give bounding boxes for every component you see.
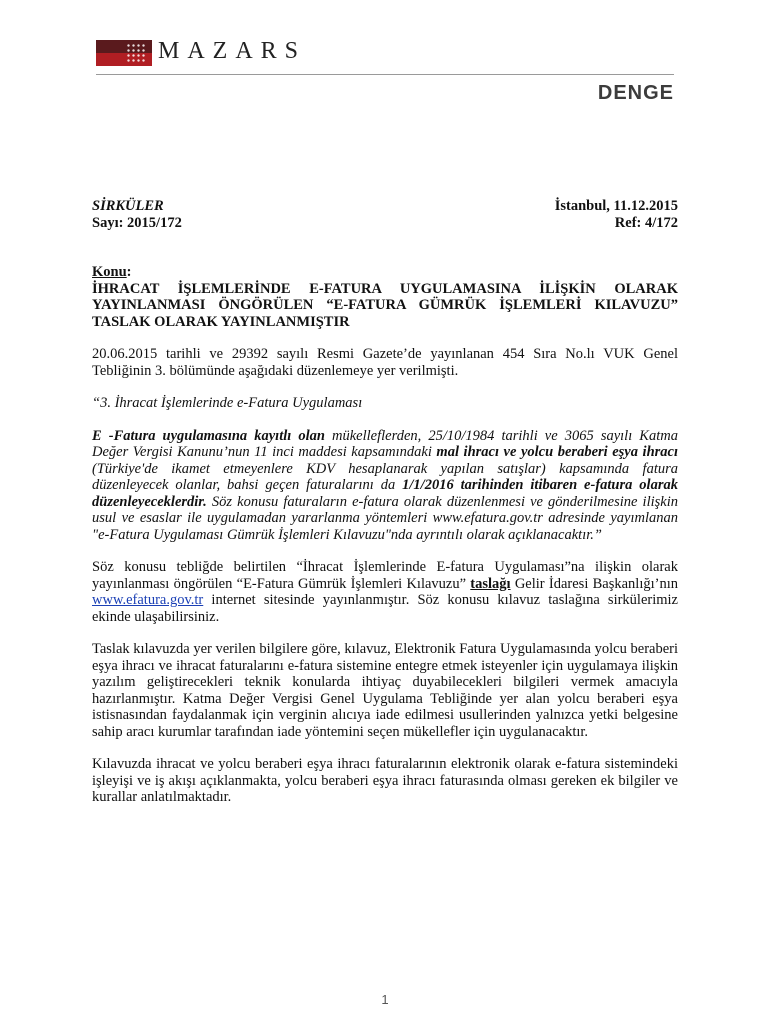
p2-text-1: Söz konusu tebliğde belirtilen “İhracat İşlemlerinde E-fatura Uygulaması”na ilişkin olarak yayınlanması öngörülen “E-Fatura Gümrük İşlemleri Kılavuzu” (92, 559, 678, 592)
quote-body (92, 428, 678, 544)
paragraph-intro: 20.06.2015 tarihli ve 29392 sayılı Resmi Gazete’de yayınlanan 454 Sıra No.lı VUK Genel Tebliğinin 3. bölümünde aşağıdaki düzenlemeye yer verilmişti. (92, 346, 678, 379)
document-body (92, 264, 678, 822)
p2-text-2: Gelir İdaresi Başkanlığı’nın (510, 575, 678, 592)
quote-text-1: mükelleflerden, 25/10/1984 tarihli ve 3065 sayılı Katma Değer Vergisi Kanunu’nun 11 inci maddesi kapsamındaki (92, 427, 678, 460)
quote-bold-3: 1/1/2016 tarihinden itibaren e-fatura olarak düzenleyeceklerdir. (92, 477, 678, 510)
mazars-logo-mark (96, 40, 152, 66)
p2-text-3: internet sitesinde yayınlanmıştır. Söz konusu kılavuz taslağına sirkülerimiz ekinde ulaşabilirsiniz. (92, 592, 678, 625)
quote-text-3: Söz konusu faturaların e-fatura olarak düzenlenmesi ve gönderilmesine ilişkin usul ve esaslar ile uygulamadan yararlanma yöntemleri www.efatura.gov.tr adresinde yayımlanan "e-Fatura Uygulaması Gümrük İşlemleri Kılavuzu"nda ayrıntılı olarak açıklanacaktır.” (92, 493, 678, 543)
quote-text-2: (Türkiye'de ikamet etmeyenlere KDV hesaplanarak yapılan satışlar) kapsamında fatura düzenleyecek olanlar, bahsi geçen faturalarını da (92, 460, 678, 493)
circular-number: Sayı: 2015/172 (92, 215, 182, 231)
subject-title: İHRACAT İŞLEMLERİNDE E-FATURA UYGULAMASINA İLİŞKİN OLARAK YAYINLANMASI ÖNGÖRÜLEN “E-FATURA GÜMRÜK İŞLEMLERİ KILAVUZU” TASLAK OLARAK YAYINLANMIŞTIR (92, 280, 678, 330)
paragraph-guide-details: Taslak kılavuzda yer verilen bilgilere göre, kılavuz, Elektronik Fatura Uygulamasında yolcu beraberi eşya ihracı ve ihracat faturalarını e-fatura sistemine entegre etmek isteyenler için uygulamaya ilişkin yazılım geliştirecekleri teknik konularda ihtiyaç duyabilecekleri bilgileri vermek amacıyla hazırlanmıştır. Katma Değer Vergisi Genel Uygulama Tebliğinde yer alan yolcu beraberi eşya istisnasından faydalanmak için verginin alıcıya iade edilmesi usullerinden yalnızca yetki belgesine sahip aracı kurumlar tarafından iade yöntemini seçen mükellefler için uygulanacaktır. (92, 641, 678, 740)
quote-bold-1: E -Fatura uygulamasına kayıtlı olan (92, 427, 325, 444)
subject-colon: : (126, 264, 132, 280)
quote-bold-2: mal ihracı ve yolcu beraberi eşya ihracı (436, 444, 679, 460)
denge-logo: DENGE (597, 82, 674, 104)
reference-number: Ref: 4/172 (614, 215, 678, 231)
circular-label: SİRKÜLER (92, 198, 164, 214)
location-date: İstanbul, 11.12.2015 (554, 198, 678, 214)
logo-dot-grid-icon (126, 43, 146, 63)
quote-title: “3. İhracat İşlemlerinde e-Fatura Uygulaması (92, 395, 363, 411)
paragraph-draft-published (92, 559, 678, 625)
mazars-logo-text: MAZARS (158, 38, 307, 64)
subject-heading (92, 264, 678, 281)
header-divider (96, 74, 674, 75)
subject-label: Konu (92, 264, 127, 280)
efatura-link[interactable]: www.efatura.gov.tr (92, 592, 204, 608)
page-number: 1 (381, 992, 389, 1007)
draft-word: taslağı (470, 575, 511, 592)
paragraph-guide-summary: Kılavuzda ihracat ve yolcu beraberi eşya ihracı faturalarının elektronik olarak e-fatura sistemindeki işleyişi ve iş akışı açıklanmakta, yolcu beraberi eşya ihracı faturasında olması gereken ek bilgiler ve kurallar anlatılmaktadır. (92, 756, 678, 805)
